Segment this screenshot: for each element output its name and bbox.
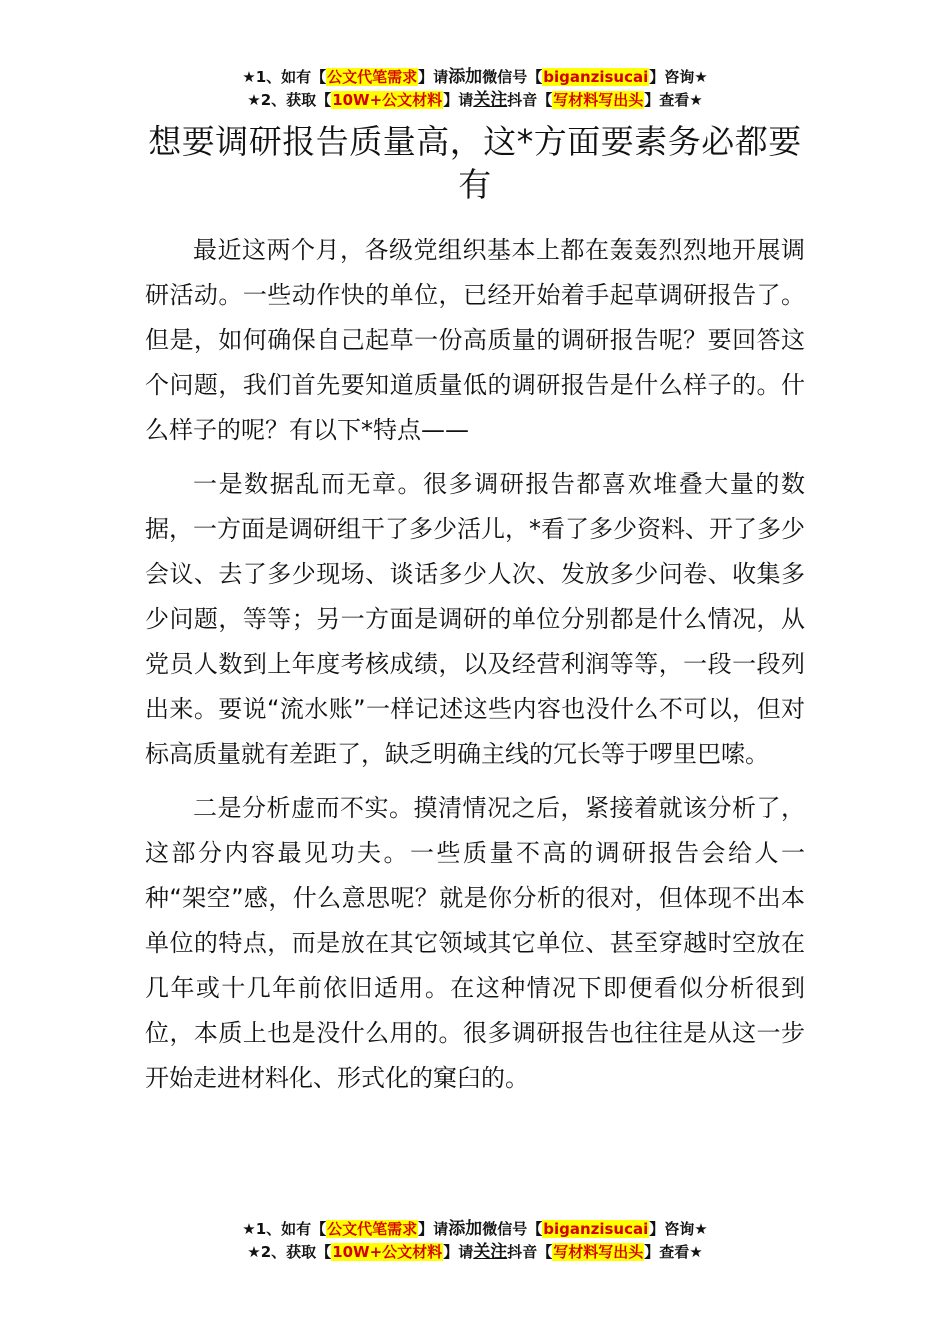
- banner-wechat-id: biganzisucai: [543, 68, 649, 86]
- banner-text: 抖音【: [507, 91, 553, 109]
- paragraph-point-2: 二是分析虚而不实。摸清情况之后，紧接着就该分析了，这部分内容最见功夫。一些质量不高的调研报告会给人一种“架空”感，什么意思呢？就是你分析的很对，但体现不出本单位的特点，而是放在其它领域其它单位、甚至穿越时空放在几年或十几年前依旧适用。在这种情况下即便看似分析很到位，本质上也是没什么用的。很多调研报告也往往是从这一步开始走进材料化、形式化的窠臼的。: [145, 794, 805, 1092]
- banner-emphasis: 添加: [448, 1219, 483, 1239]
- banner-text: 】请: [443, 1243, 474, 1261]
- banner-emphasis: 关注: [473, 90, 508, 110]
- banner-douyin-id: 写材料写出头: [553, 91, 644, 109]
- banner-line-2: [0, 89, 950, 112]
- banner-line-1: [0, 1218, 950, 1241]
- bottom-banner: [0, 1218, 950, 1264]
- banner-text: 】咨询★: [649, 1220, 708, 1238]
- banner-highlight: 公文代笔需求: [327, 1220, 418, 1238]
- banner-text: 】请: [418, 68, 449, 86]
- banner-text: 】查看★: [644, 1243, 703, 1261]
- banner-wechat-id: biganzisucai: [543, 1220, 649, 1238]
- article-title: 想要调研报告质量高，这*方面要素务必都要有: [148, 122, 802, 204]
- banner-text: ★2、获取【: [247, 1243, 332, 1261]
- banner-text: ★1、如有【: [242, 1220, 327, 1238]
- banner-text: 】查看★: [644, 91, 703, 109]
- banner-text: ★2、获取【: [247, 91, 332, 109]
- top-banner: [0, 66, 950, 112]
- banner-text: 微信号【: [482, 1220, 543, 1238]
- banner-line-2: [0, 1241, 950, 1264]
- banner-text: 微信号【: [482, 68, 543, 86]
- banner-highlight: 10W+公文材料: [332, 1243, 443, 1261]
- banner-emphasis: 关注: [473, 1242, 508, 1262]
- banner-emphasis: 添加: [448, 67, 483, 87]
- banner-highlight: 10W+公文材料: [332, 91, 443, 109]
- banner-text: 】请: [418, 1220, 449, 1238]
- banner-text: 】请: [443, 91, 474, 109]
- banner-text: 】咨询★: [649, 68, 708, 86]
- banner-text: 抖音【: [507, 1243, 553, 1261]
- banner-douyin-id: 写材料写出头: [553, 1243, 644, 1261]
- paragraph-intro: 最近这两个月，各级党组织基本上都在轰轰烈烈地开展调研活动。一些动作快的单位，已经开始着手起草调研报告了。但是，如何确保自己起草一份高质量的调研报告呢？要回答这个问题，我们首先要知道质量低的调研报告是什么样子的。什么样子的呢？有以下*特点——: [145, 236, 805, 444]
- article-body: [145, 228, 805, 1110]
- banner-highlight: 公文代笔需求: [327, 68, 418, 86]
- banner-text: ★1、如有【: [242, 68, 327, 86]
- paragraph-point-1: 一是数据乱而无章。很多调研报告都喜欢堆叠大量的数据，一方面是调研组干了多少活儿，*看了多少资料、开了多少会议、去了多少现场、谈话多少人次、发放多少问卷、收集多少问题，等等；另一方面是调研的单位分别都是什么情况，从党员人数到上年度考核成绩，以及经营利润等等，一段一段列出来。要说“流水账”一样记述这些内容也没什么不可以，但对标高质量就有差距了，缺乏明确主线的冗长等于啰里巴嗦。: [145, 470, 805, 768]
- banner-line-1: [0, 66, 950, 89]
